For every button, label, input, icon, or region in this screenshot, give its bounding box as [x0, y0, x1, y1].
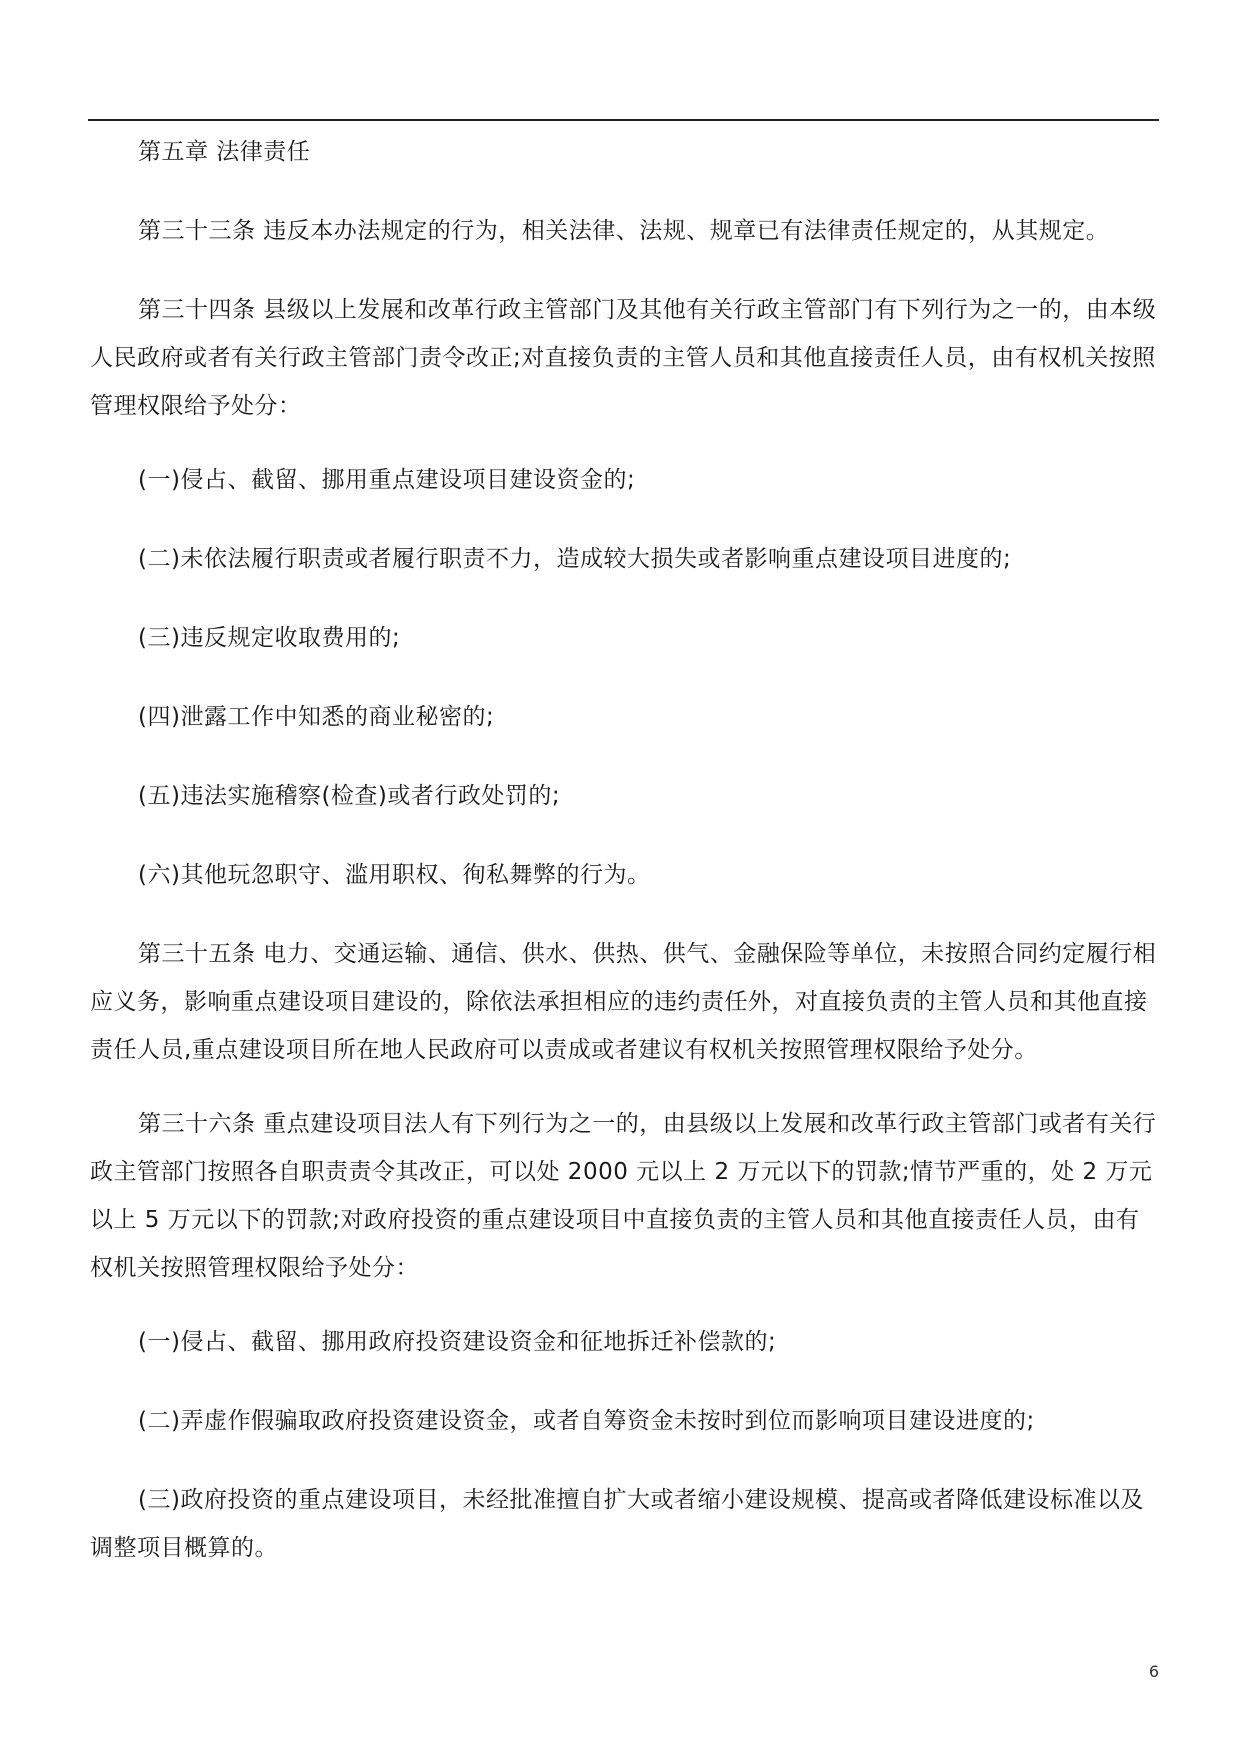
article-34-item-6: (六)其他玩忽职守、滥用职权、徇私舞弊的行为。: [138, 862, 651, 888]
article-34: 第三十四条 县级以上发展和改革行政主管部门及其他有关行政主管部门有下列行为之一的，由本级人民政府或者有关行政主管部门责令改正;对直接负责的主管人员和其他直接责任人员，由有权机关按照管理权限给予处分：: [90, 297, 1157, 419]
article-34-item-1: (一)侵占、截留、挪用重点建设项目建设资金的;: [138, 467, 636, 493]
article-36-item-1: (一)侵占、截留、挪用政府投资建设资金和征地拆迁补偿款的;: [138, 1329, 777, 1355]
article-33: 第三十三条 违反本办法规定的行为，相关法律、法规、规章已有法律责任规定的，从其规定。: [138, 218, 1110, 244]
article-35: 第三十五条 电力、交通运输、通信、供水、供热、供气、金融保险等单位，未按照合同约定履行相应义务，影响重点建设项目建设的，除依法承担相应的违约责任外，对直接负责的主管人员和其他直接责任人员,重点建设项目所在地人民政府可以责成或者建议有权机关按照管理权限给予处分。: [90, 941, 1157, 1063]
article-34-item-5: (五)违法实施稽察(检查)或者行政处罚的;: [138, 783, 561, 809]
article-36: 第三十六条 重点建设项目法人有下列行为之一的，由县级以上发展和改革行政主管部门或者有关行政主管部门按照各自职责责令其改正，可以处 2000 元以上 2 万元以下的罚款;情节严重的，处 2 万元以上 5 万元以下的罚款;对政府投资的重点建设项目中直接负责的主管人员和其他直接责任人员，由有权机关按照管理权限给予处分：: [90, 1111, 1157, 1281]
page-number: 6: [1148, 1662, 1159, 1681]
article-34-item-3: (三)违反规定收取费用的;: [138, 625, 401, 651]
article-34-item-4: (四)泄露工作中知悉的商业秘密的;: [138, 704, 495, 730]
header-rule: [88, 119, 1159, 121]
article-36-item-2: (二)弄虚作假骗取政府投资建设资金，或者自筹资金未按时到位而影响项目建设进度的;: [138, 1408, 1035, 1434]
chapter-heading: 第五章 法律责任: [138, 139, 311, 165]
document-body: [90, 128, 1158, 1598]
article-34-item-2: (二)未依法履行职责或者履行职责不力，造成较大损失或者影响重点建设项目进度的;: [138, 546, 1012, 572]
article-36-item-3: (三)政府投资的重点建设项目，未经批准擅自扩大或者缩小建设规模、提高或者降低建设标准以及调整项目概算的。: [90, 1487, 1144, 1561]
